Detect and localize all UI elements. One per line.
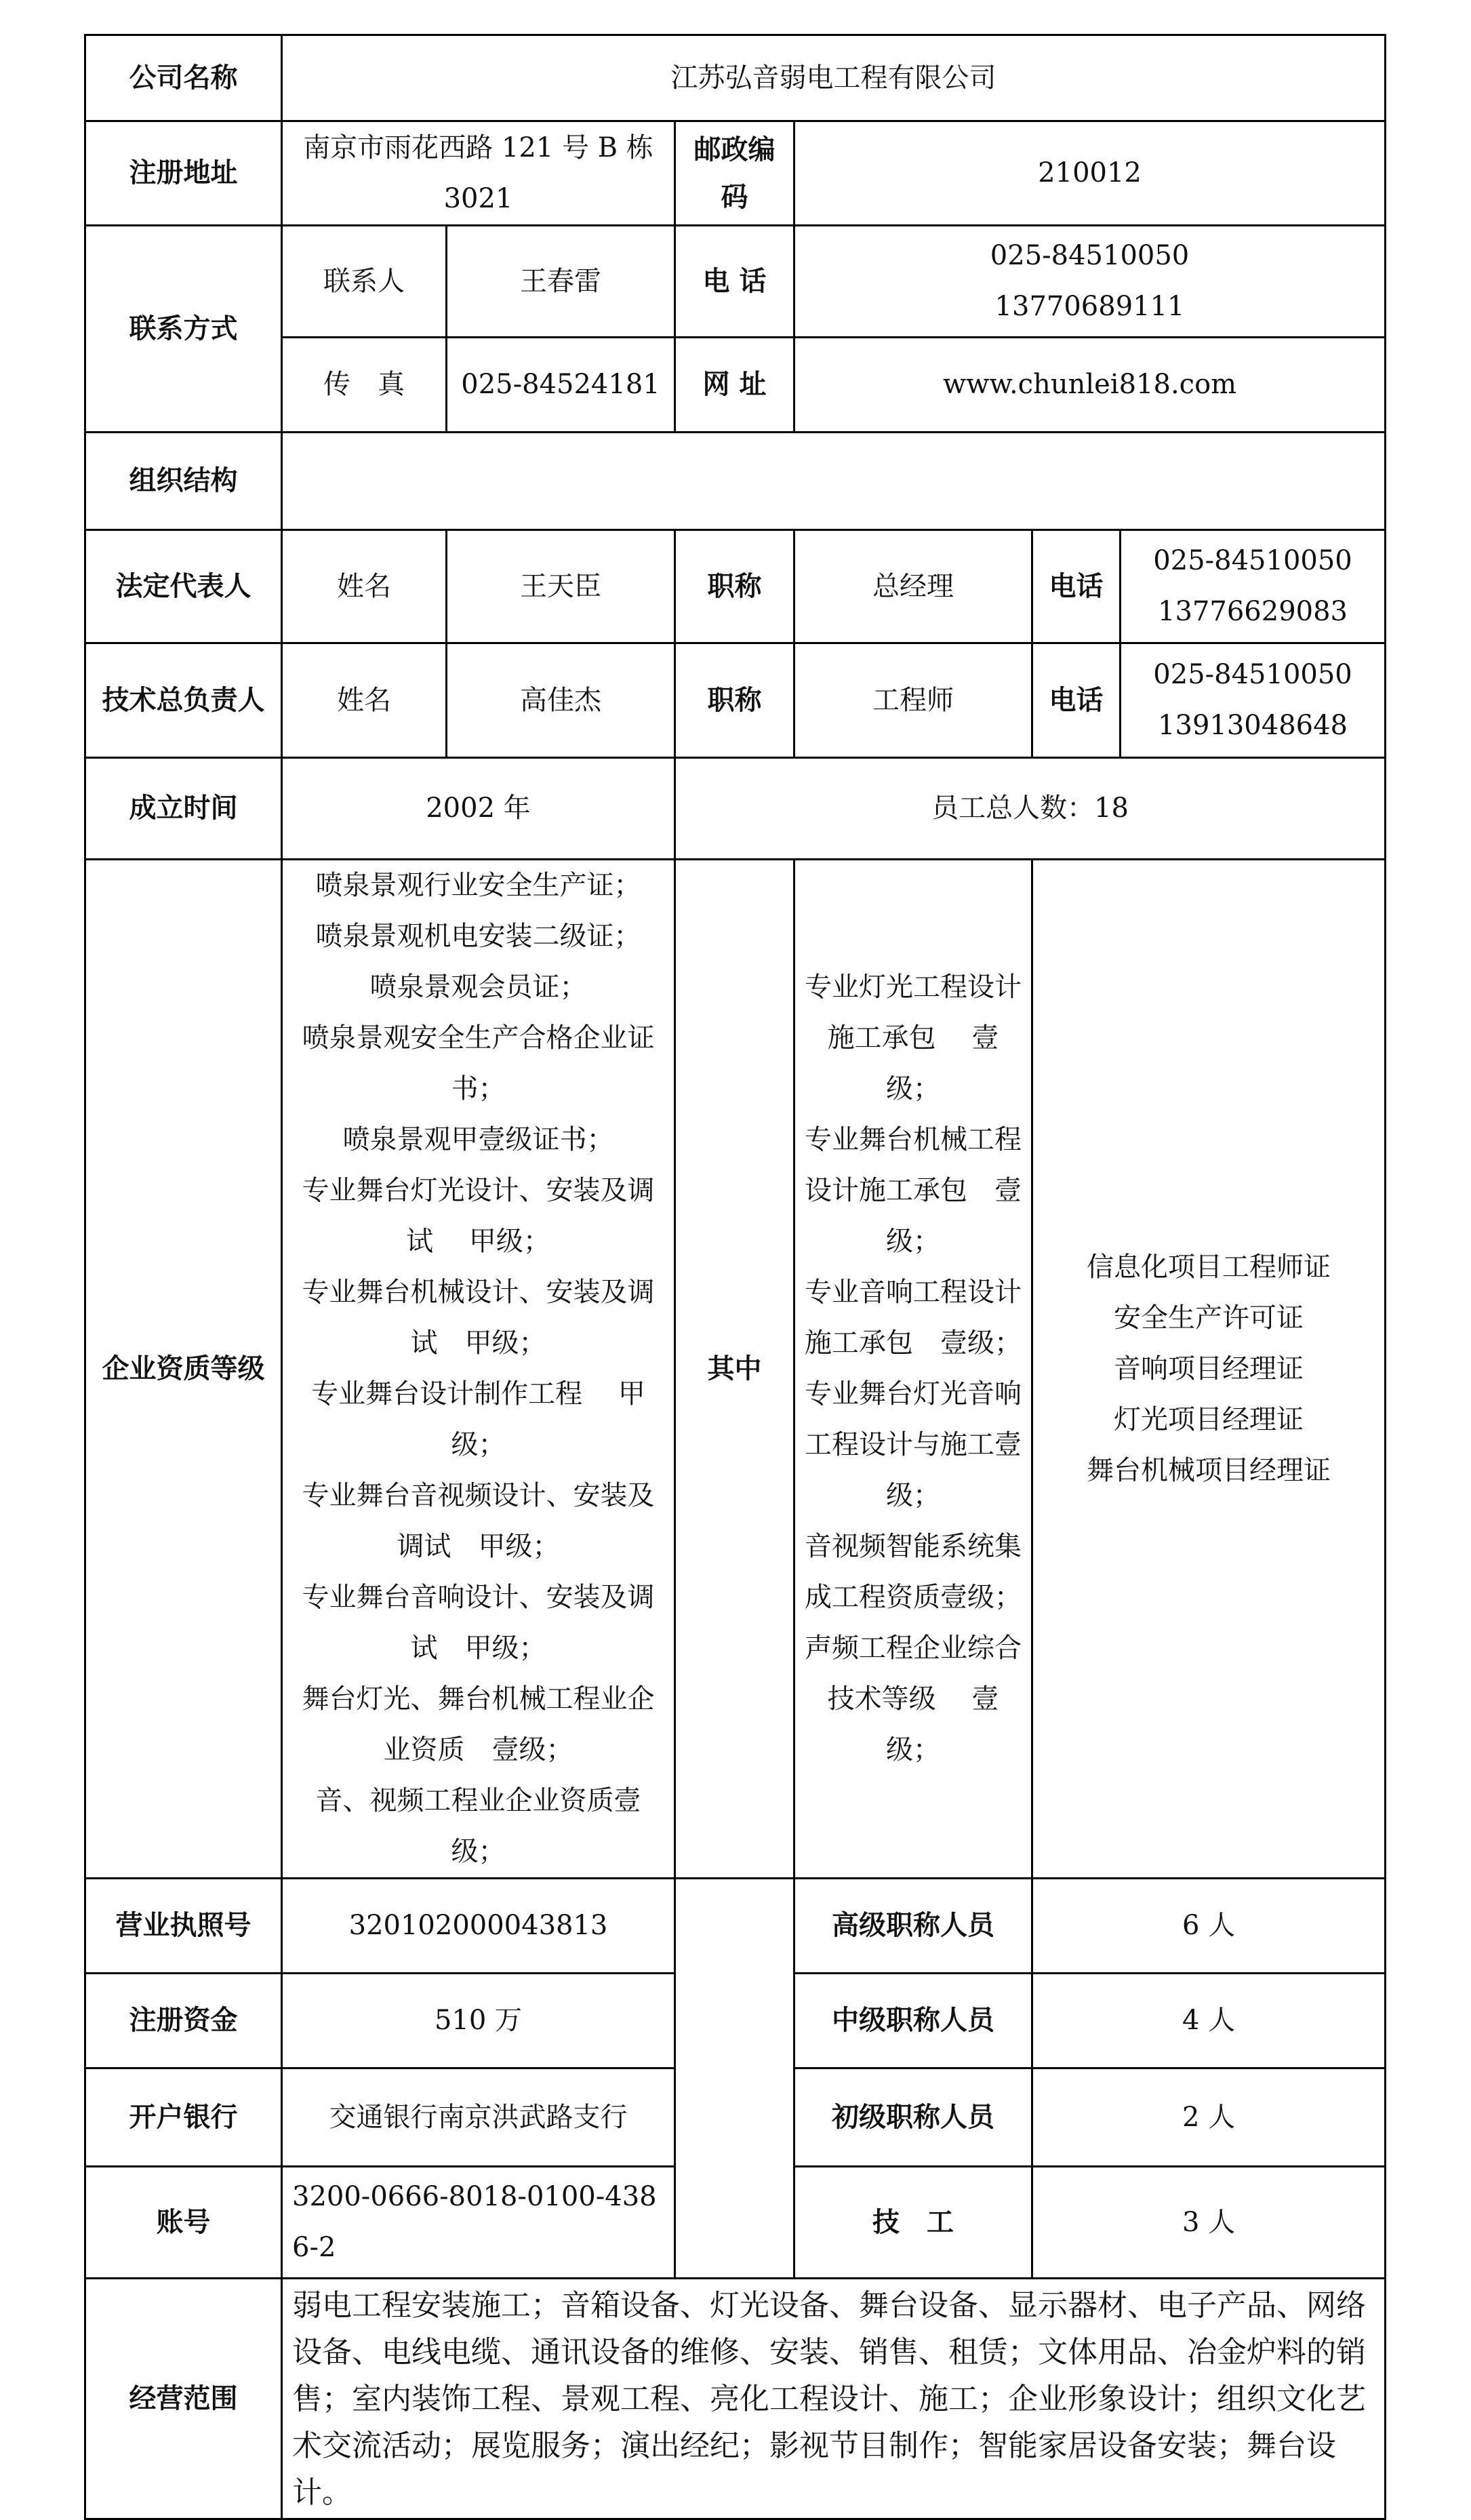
postal-value: 210012 [794, 121, 1386, 226]
junior-staff-value: 2 人 [1032, 2068, 1386, 2167]
middle-staff-label: 中级职称人员 [794, 1974, 1032, 2068]
qual-middle-item: 专业音响工程设计施工承包 壹级； [805, 1277, 1022, 1359]
qual-right-item: 安全生产许可证 [1114, 1302, 1304, 1334]
bank-value: 交通银行南京洪武路支行 [282, 2068, 675, 2167]
license-label: 营业执照号 [85, 1879, 282, 1974]
qualifications-middle-list [794, 860, 1032, 1879]
qual-middle-item: 专业灯光工程设计施工承包 壹级； [805, 972, 1022, 1104]
staff-total: 员工总人数：18 [675, 758, 1386, 860]
bank-label: 开户银行 [85, 2068, 282, 2167]
legal-rep-title: 总经理 [794, 530, 1032, 643]
qual-right-item: 灯光项目经理证 [1114, 1403, 1304, 1435]
legal-rep-title-label: 职称 [675, 530, 794, 643]
qual-left-item: 喷泉景观行业安全生产证； [315, 870, 641, 901]
tech-lead-phone-cell [1032, 643, 1386, 758]
qual-left-item: 专业舞台设计制作工程 甲级； [311, 1378, 645, 1460]
legal-rep-name: 王天臣 [447, 530, 675, 643]
junior-staff-label: 初级职称人员 [794, 2068, 1032, 2167]
qual-left-item: 专业舞台音视频设计、安装及调试 甲级； [302, 1480, 655, 1562]
senior-staff-label: 高级职称人员 [794, 1879, 1032, 1974]
legal-rep-phone-1: 025-84510050 [1153, 545, 1352, 576]
legal-rep-label: 法定代表人 [85, 530, 282, 643]
fax-label: 传 真 [282, 338, 447, 433]
qualifications-middle-label: 其中 [675, 860, 794, 1879]
tech-lead-name-label: 姓名 [282, 643, 447, 758]
address-label: 注册地址 [85, 121, 282, 226]
web-value[interactable]: www.chunlei818.com [794, 338, 1386, 433]
row-license [85, 1879, 1386, 1974]
tech-lead-phone-value [1121, 644, 1384, 757]
row-scope [85, 2279, 1386, 2519]
qual-right-item: 音响项目经理证 [1114, 1353, 1304, 1384]
legal-rep-phone-label: 电话 [1033, 531, 1121, 642]
tech-lead-phone-2: 13913048648 [1158, 710, 1348, 741]
row-legal-rep [85, 530, 1386, 643]
tech-lead-phone-1: 025-84510050 [1153, 659, 1352, 690]
scope-label: 经营范围 [85, 2279, 282, 2519]
capital-value: 510 万 [282, 1974, 675, 2068]
row-org [85, 433, 1386, 530]
web-label: 网 址 [675, 338, 794, 433]
postal-label: 邮政编码 [675, 121, 794, 226]
tech-lead-title-label: 职称 [675, 643, 794, 758]
qual-left-item: 喷泉景观机电安装二级证； [315, 921, 641, 952]
row-company-name [85, 35, 1386, 121]
company-name-label: 公司名称 [85, 35, 282, 121]
tech-lead-title: 工程师 [794, 643, 1032, 758]
row-founded [85, 758, 1386, 860]
row-address [85, 121, 1386, 226]
org-label: 组织结构 [85, 433, 282, 530]
senior-staff-value: 6 人 [1032, 1879, 1386, 1974]
qual-middle-item: 专业舞台机械工程设计施工承包 壹级； [805, 1124, 1022, 1257]
contact-person-value: 王春雷 [447, 226, 675, 338]
qual-left-item: 舞台灯光、舞台机械工程业企业资质 壹级； [302, 1683, 655, 1765]
legal-rep-phone-value [1121, 531, 1384, 642]
account-label: 账号 [85, 2167, 282, 2279]
qual-middle-item: 专业舞台灯光音响工程设计与施工壹级； [805, 1378, 1022, 1511]
contact-person-label: 联系人 [282, 226, 447, 338]
tech-staff-value: 3 人 [1032, 2167, 1386, 2279]
tech-lead-label: 技术总负责人 [85, 643, 282, 758]
qual-left-item: 音、视频工程业企业资质壹级； [315, 1785, 641, 1867]
scope-value: 弱电工程安装施工；音箱设备、灯光设备、舞台设备、显示器材、电子产品、网络设备、电线电缆、通讯设备的维修、安装、销售、租赁；文体用品、冶金炉料的销售；室内装饰工程、景观工程、亮化工程设计、施工；企业形象设计；组织文化艺术交流活动；展览服务；演出经纪；影视节目制作；智能家居设备安装；舞台设计。 [282, 2279, 1386, 2519]
company-info-table [84, 34, 1386, 2520]
row-qualifications [85, 860, 1386, 1879]
founded-label: 成立时间 [85, 758, 282, 860]
tech-staff-label: 技 工 [794, 2167, 1032, 2279]
blank-merged-cell [675, 1879, 794, 2279]
contact-phone-value [794, 226, 1386, 338]
qual-left-item: 专业舞台灯光设计、安装及调试 甲级； [302, 1175, 655, 1257]
fax-value: 025-84524181 [447, 338, 675, 433]
contact-label: 联系方式 [85, 226, 282, 433]
tech-lead-phone-label: 电话 [1033, 644, 1121, 757]
row-tech-lead [85, 643, 1386, 758]
qual-middle-item: 声频工程企业综合技术等级 壹级； [805, 1633, 1022, 1765]
qual-left-item: 喷泉景观会员证； [369, 972, 587, 1003]
legal-rep-phone-cell [1032, 530, 1386, 643]
qualifications-label: 企业资质等级 [85, 860, 282, 1879]
company-name-value: 江苏弘音弱电工程有限公司 [282, 35, 1386, 121]
qual-right-item: 舞台机械项目经理证 [1087, 1454, 1331, 1486]
row-contact-person [85, 226, 1386, 338]
qual-left-item: 专业舞台音响设计、安装及调试 甲级； [302, 1582, 655, 1664]
capital-label: 注册资金 [85, 1974, 282, 2068]
org-value [282, 433, 1386, 530]
contact-phone-label: 电 话 [675, 226, 794, 338]
qual-left-item: 喷泉景观甲壹级证书； [342, 1124, 614, 1155]
qual-middle-item: 音视频智能系统集成工程资质壹级； [805, 1531, 1022, 1613]
founded-value: 2002 年 [282, 758, 675, 860]
license-value: 320102000043813 [282, 1879, 675, 1974]
contact-phone-1: 025-84510050 [990, 240, 1190, 271]
qualifications-right-list [1032, 860, 1386, 1879]
middle-staff-value: 4 人 [1032, 1974, 1386, 2068]
legal-rep-phone-2: 13776629083 [1158, 596, 1348, 627]
qual-left-item: 专业舞台机械设计、安装及调试 甲级； [302, 1277, 655, 1359]
contact-phone-2: 13770689111 [994, 291, 1185, 322]
tech-lead-name: 高佳杰 [447, 643, 675, 758]
legal-rep-name-label: 姓名 [282, 530, 447, 643]
qual-right-item: 信息化项目工程师证 [1087, 1251, 1331, 1283]
address-value: 南京市雨花西路 121 号 B 栋 3021 [282, 121, 675, 226]
qual-left-item: 喷泉景观安全生产合格企业证书； [302, 1022, 655, 1104]
account-value: 3200-0666-8018-0100-4386-2 [282, 2167, 675, 2279]
qualifications-left-list [282, 860, 675, 1879]
